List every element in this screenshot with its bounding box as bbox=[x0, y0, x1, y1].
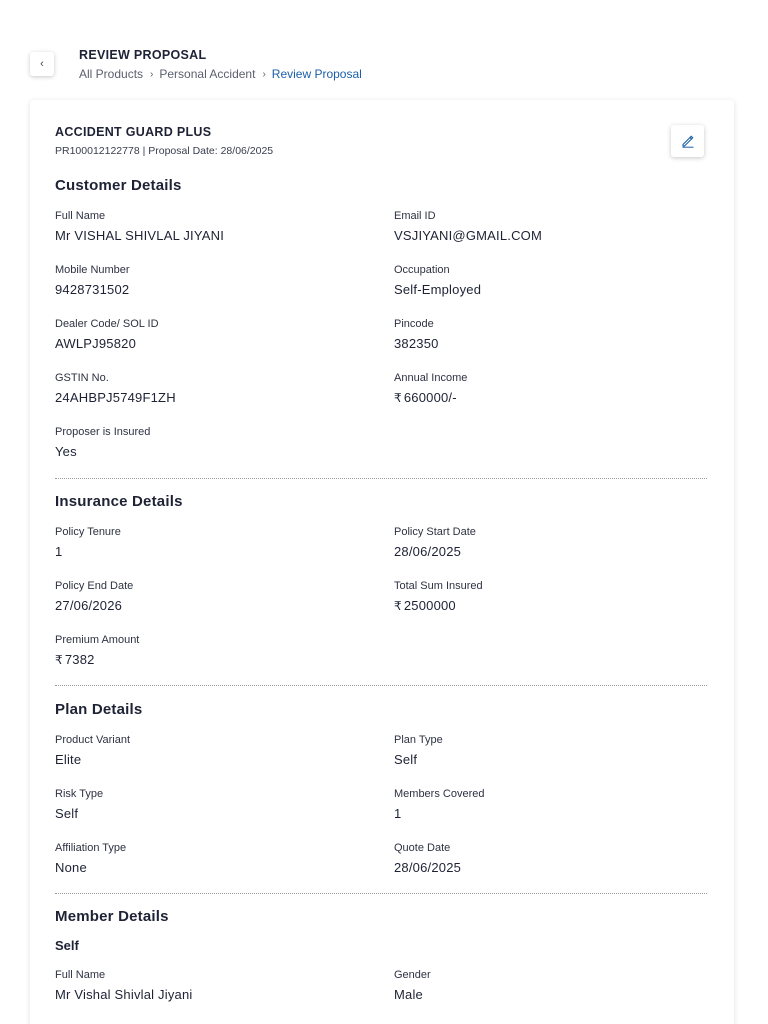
insurance-details-section bbox=[55, 493, 707, 510]
field-value bbox=[394, 390, 467, 405]
field-label: Dealer Code/ SOL ID bbox=[55, 318, 159, 330]
field-proposer-is-insured bbox=[55, 426, 150, 459]
chevron-right-icon: › bbox=[150, 68, 154, 80]
field-pincode bbox=[394, 318, 439, 351]
sum-insured-value: 2500000 bbox=[403, 598, 456, 613]
field-label: Risk Type bbox=[55, 788, 104, 800]
product-name: ACCIDENT GUARD PLUS bbox=[55, 125, 212, 139]
field-value: 9428731502 bbox=[55, 282, 130, 297]
pencil-edit-icon bbox=[681, 134, 695, 148]
field-value: Self-Employed bbox=[394, 282, 482, 297]
field-value bbox=[394, 598, 483, 613]
field-label: Premium Amount bbox=[55, 634, 140, 646]
field-value: Mr VISHAL SHIVLAL JIYANI bbox=[55, 228, 225, 243]
field-product-variant bbox=[55, 734, 130, 767]
field-label: Members Covered bbox=[394, 788, 485, 800]
field-label: Policy Start Date bbox=[394, 526, 476, 538]
field-label: Policy End Date bbox=[55, 580, 134, 592]
field-label: Annual Income bbox=[394, 372, 468, 384]
field-policy-end-date bbox=[55, 580, 133, 613]
edit-button[interactable] bbox=[671, 125, 704, 157]
field-label: Policy Tenure bbox=[55, 526, 121, 538]
field-policy-tenure bbox=[55, 526, 121, 559]
field-annual-income bbox=[394, 372, 467, 405]
chevron-right-icon: › bbox=[262, 68, 266, 80]
field-value bbox=[55, 652, 139, 667]
field-label: Quote Date bbox=[394, 842, 451, 854]
field-mobile-number bbox=[55, 264, 130, 297]
field-value: 27/06/2026 bbox=[55, 598, 123, 613]
section-title: Plan Details bbox=[55, 701, 143, 718]
premium-amount-value: 7382 bbox=[64, 652, 95, 667]
rupee-icon: ₹ bbox=[394, 599, 402, 613]
field-label: Email ID bbox=[394, 210, 436, 222]
field-value: 24AHBPJ5749F1ZH bbox=[55, 390, 176, 405]
field-value: 1 bbox=[55, 544, 63, 559]
breadcrumb-all-products[interactable]: All Products bbox=[79, 67, 144, 81]
field-value: Mr Vishal Shivlal Jiyani bbox=[55, 987, 193, 1002]
field-risk-type bbox=[55, 788, 103, 821]
section-title: Member Details bbox=[55, 908, 169, 925]
rupee-icon: ₹ bbox=[394, 391, 402, 405]
chevron-left-icon: ‹ bbox=[40, 58, 44, 70]
plan-details-section bbox=[55, 701, 707, 718]
breadcrumb-personal-accident[interactable]: Personal Accident bbox=[159, 67, 256, 81]
field-value: Elite bbox=[55, 752, 82, 767]
field-members-covered bbox=[394, 788, 484, 821]
field-value: VSJIYANI@GMAIL.COM bbox=[394, 228, 543, 243]
section-divider bbox=[55, 685, 707, 686]
field-dealer-code bbox=[55, 318, 159, 351]
field-value: Yes bbox=[55, 444, 77, 459]
field-affiliation-type bbox=[55, 842, 126, 875]
field-plan-type bbox=[394, 734, 443, 767]
field-full-name bbox=[55, 210, 224, 243]
field-occupation bbox=[394, 264, 481, 297]
field-value: 28/06/2025 bbox=[394, 544, 462, 559]
member-subtitle: Self bbox=[55, 938, 79, 953]
field-value: Male bbox=[394, 987, 423, 1002]
field-value: None bbox=[55, 860, 87, 875]
rupee-icon: ₹ bbox=[55, 653, 63, 667]
field-premium-amount bbox=[55, 634, 139, 667]
field-label: Full Name bbox=[55, 210, 106, 222]
back-button[interactable] bbox=[30, 52, 54, 76]
field-member-gender bbox=[394, 969, 431, 1002]
field-value: Self bbox=[55, 806, 79, 821]
field-value: Self bbox=[394, 752, 418, 767]
section-title: Customer Details bbox=[55, 177, 182, 194]
field-value: 28/06/2025 bbox=[394, 860, 462, 875]
field-gstin bbox=[55, 372, 176, 405]
page-title: REVIEW PROPOSAL bbox=[79, 48, 207, 62]
breadcrumb-review-proposal: Review Proposal bbox=[271, 67, 362, 81]
field-value: 382350 bbox=[394, 336, 439, 351]
breadcrumb bbox=[79, 67, 362, 81]
section-divider bbox=[55, 893, 707, 894]
field-label: Occupation bbox=[394, 264, 450, 276]
section-divider bbox=[55, 478, 707, 479]
field-label: Product Variant bbox=[55, 734, 131, 746]
proposal-card bbox=[30, 100, 734, 1024]
field-total-sum-insured bbox=[394, 580, 483, 613]
field-label: Plan Type bbox=[394, 734, 443, 746]
field-label: Gender bbox=[394, 969, 431, 981]
field-member-full-name bbox=[55, 969, 193, 1002]
annual-income-value: 660000/- bbox=[403, 390, 457, 405]
field-label: Affiliation Type bbox=[55, 842, 127, 854]
member-details-section bbox=[55, 908, 707, 925]
field-value: AWLPJ95820 bbox=[55, 336, 137, 351]
section-title: Insurance Details bbox=[55, 493, 183, 510]
field-label: Full Name bbox=[55, 969, 106, 981]
field-policy-start-date bbox=[394, 526, 476, 559]
field-label: Total Sum Insured bbox=[394, 580, 483, 592]
field-quote-date bbox=[394, 842, 461, 875]
field-label: Pincode bbox=[394, 318, 434, 330]
field-label: Mobile Number bbox=[55, 264, 130, 276]
customer-details-section bbox=[55, 177, 707, 194]
field-label: Proposer is Insured bbox=[55, 426, 151, 438]
proposal-meta: PR100012122778 | Proposal Date: 28/06/2025 bbox=[55, 145, 274, 157]
field-label: GSTIN No. bbox=[55, 372, 109, 384]
field-email-id bbox=[394, 210, 542, 243]
field-value: 1 bbox=[394, 806, 402, 821]
